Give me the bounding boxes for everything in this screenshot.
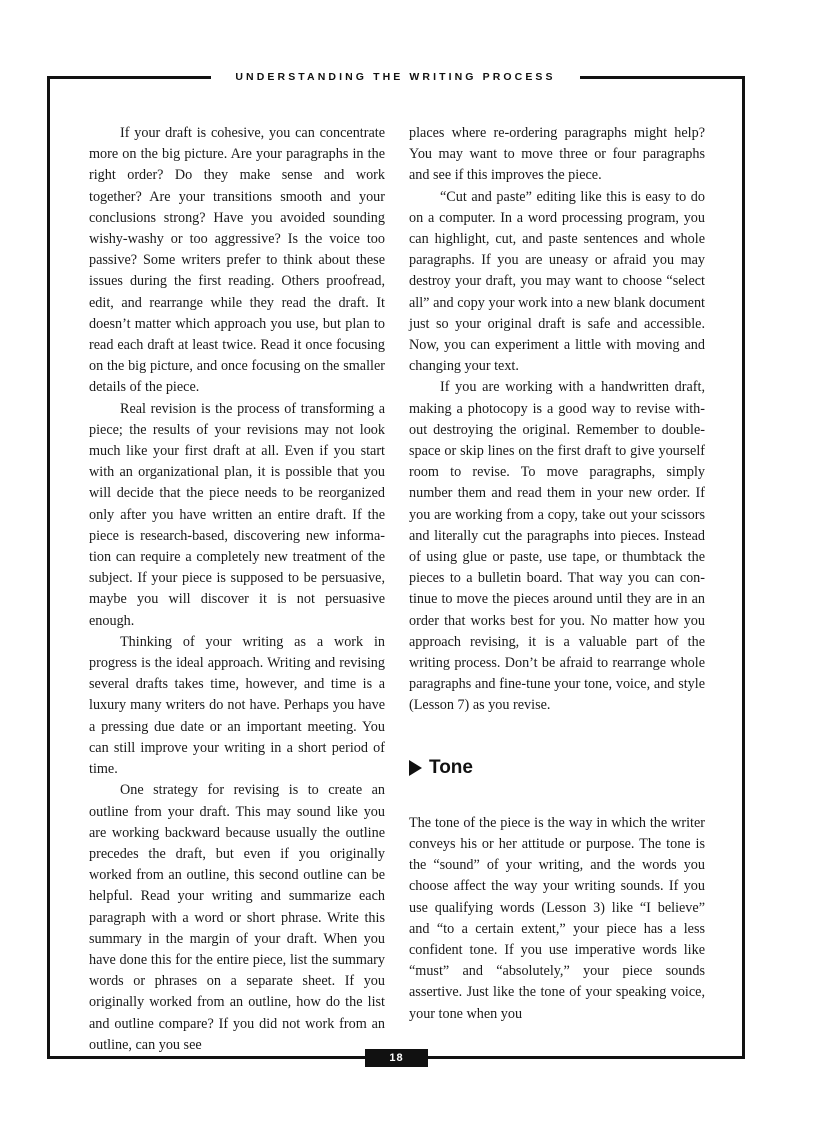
body-paragraph: One strategy for revising is to create an outline from your draft. This may sound like you are working backward because usually the outline precedes the draft, but even if you originally worked from an outline, this second outline can be helpful. Read your writing and summarize each paragraph with a word or short phrase. Write this summary in the margin of your draft. When you have done this for the entire piece, list the summary words or phrases on a separate sheet. If you originally worked from an outline, how do the list and outline compare? If you did not work from an outline, can you see <box>89 782 385 1053</box>
left-column <box>89 123 385 1056</box>
body-paragraph: Thinking of your writing as a work in progress is the ideal approach. Writing and revising several drafts takes time, however, and time is a luxury many writers do not have. Perhaps you have a pressing due date or an important meeting. You can still improve your writing in a short period of time. <box>89 633 385 778</box>
frame-bottom-rule-right <box>428 1056 745 1059</box>
body-paragraph: places where re-ordering paragraphs might help? You may want to move three or four paragraphs and see if this improves the piece. <box>409 125 705 184</box>
right-column <box>409 123 705 1025</box>
body-paragraph: If you are working with a handwritten draft, making a photocopy is a good way to revise without destroying the original. Remember to double-space or skip lines on the first draft to give yourself room to revise. To move paragraphs, simply number them and read them in your new order. If you are working from a copy, take out your scissors and literally cut the paragraphs into pieces. Instead of using glue or paste, use tape, or thumbtack the pieces to a bulletin board. That way you can continue to move the pieces around until they are in an order that works best for you. No matter how you approach revising, it is a valuable part of the writing process. Don’t be afraid to rearrange whole paragraphs and fine-tune your tone, voice, and style (Lesson 7) as you revise. <box>409 379 705 714</box>
body-paragraph: The tone of the piece is the way in which the writer conveys his or her attitude or purpose. The tone is the “sound” of your writing, and the words you choose affect the way your writing sounds. If you use qualifying words (Lesson 3) like “I believe” and “to a certain extent,” your piece has a less confident tone. If you use imperative words like “must” and “absolutely,” your piece sounds assertive. Just like the tone of your speaking voice, your tone when you <box>409 814 705 1022</box>
frame-top-rule-left <box>47 76 211 79</box>
triangle-right-icon <box>409 760 422 776</box>
body-paragraph: Real revision is the process of transforming a piece; the results of your revisions may not look much like your first draft at all. Even if you start with an organizational plan, it is possible that you will decide that the piece needs to be reorganized only after you have written an entire draft. If the piece is research-based, discovering new information can require a completely new treatment of the subject. If your piece is supposed to be persuasive, maybe you will discover it is not persuasive enough. <box>89 400 385 629</box>
frame-top-rule-right <box>580 76 745 79</box>
body-paragraph: “Cut and paste” editing like this is easy to do on a computer. In a word processing program, you can highlight, cut, and paste sentences and whole paragraphs. If you are uneasy or afraid you may destroy your draft, you may want to choose “select all” and copy your work into a new blank document just so your original draft is safe and accessible. Now, you can experiment a little with moving and changing your text. <box>409 188 705 375</box>
section-heading-label: Tone <box>429 756 473 778</box>
body-paragraph: If your draft is cohesive, you can concentrate more on the big picture. Are your paragraphs in the right order? Do they make sense and work together? Are your transitions smooth and your conclusions strong? Have you avoided sounding wishy-washy or too aggressive? Is the voice too passive? Some writers prefer to think about these issues during the first reading. Others proofread, edit, and rearrange while they read the draft. It doesn’t matter which approach you use, but plan to read each draft at least twice. Read it once focusing on the big picture, and once focusing on the smaller details of the piece. <box>89 125 385 396</box>
section-heading-tone <box>409 757 705 779</box>
running-head: UNDERSTANDING THE WRITING PROCESS <box>235 71 556 83</box>
frame-left-rule <box>47 76 50 1059</box>
frame-right-rule <box>742 76 745 1059</box>
frame-bottom-rule-left <box>47 1056 365 1059</box>
page-number: 18 <box>365 1049 428 1067</box>
